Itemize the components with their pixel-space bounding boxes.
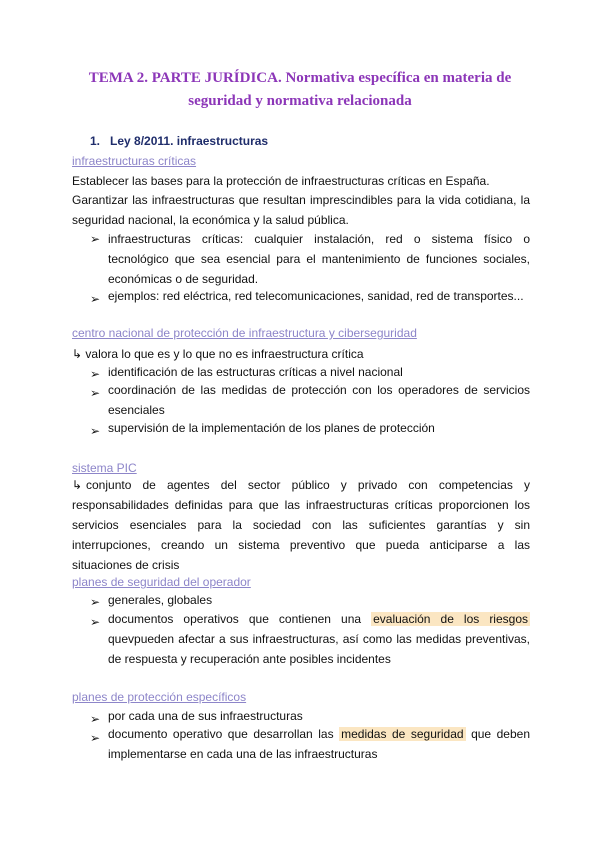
centro-intro: ↳ valora lo que es y lo que no es infraestructura crítica	[72, 347, 364, 361]
section-1-heading	[90, 134, 278, 148]
heading-centro-nacional: centro nacional de protección de infraestructura y ciberseguridad	[72, 326, 417, 340]
heading-sistema-pic: sistema PIC	[72, 461, 137, 475]
bullet-definition: infraestructuras críticas: cualquier instalación, red o sistema físico o tecnológico que sea esencial para el mantenimiento de funciones sociales, económicas o de seguridad.	[108, 232, 530, 286]
heading-planes-proteccion-especificos: planes de protección específicos	[72, 690, 247, 704]
especificos-bullet-por-cada: por cada una de sus infraestructuras	[108, 709, 303, 723]
bullet-arrow-icon: ➢	[90, 367, 101, 381]
bullet-arrow-icon: ➢	[90, 712, 101, 726]
section-label: Ley 8/2011. infraestructuras	[110, 134, 269, 148]
bullet-arrow-icon: ➢	[90, 595, 101, 609]
highlight-evaluacion-riesgos: evaluación de los riesgos	[373, 612, 528, 626]
highlight-medidas-seguridad: medidas de seguridad	[341, 727, 464, 741]
bullet-arrow-icon: ➢	[90, 424, 101, 438]
heading-planes-seguridad-operador: planes de seguridad del operador	[72, 575, 251, 589]
bullet-arrow-icon: ➢	[90, 731, 101, 745]
document-title-line-2: seguridad y normativa relacionada	[188, 93, 412, 109]
document-title-line-1: TEMA 2. PARTE JURÍDICA. Normativa específica en materia de	[88, 70, 512, 86]
centro-bullet-supervision: supervisión de la implementación de los planes de protección	[108, 421, 435, 435]
bullet-arrow-icon: ➢	[90, 292, 101, 306]
bullet-examples: ejemplos: red eléctrica, red telecomunicaciones, sanidad, red de transportes...	[108, 289, 524, 303]
operador-text-post: quevpueden afectar a sus infraestructuras, así como las medidas preventivas, de respuesta y recuperación ante posibles incidentes	[108, 632, 530, 666]
section-number: 1.	[90, 134, 101, 148]
paragraph-objective: Establecer las bases para la protección de infraestructuras críticas en España.	[72, 174, 490, 188]
pic-paragraph: conjunto de agentes del sector público y privado con competencias y responsabilidades definidas para que las infraestructuras críticas proporcionen los servicios esenciales para la sociedad con las suficientes garantías y sin interrupciones, creando un sistema preventivo que pueda anticiparse a las situaciones de crisis	[72, 478, 530, 572]
paragraph-guarantee: Garantizar las infraestructuras que resultan imprescindibles para la vida cotidiana, la seguridad nacional, la económica y la salud pública.	[72, 193, 530, 227]
operador-bullet-generales: generales, globales	[108, 593, 213, 607]
especificos-text-pre: documento operativo que desarrollan las	[108, 727, 340, 741]
operador-text-pre: documentos operativos que contienen una	[108, 612, 372, 626]
centro-bullet-identificacion: identificación de las estructuras críticas a nivel nacional	[108, 365, 403, 379]
heading-infraestructuras-criticas: infraestructuras críticas	[72, 154, 197, 168]
especificos-text-post: que deben implementarse en cada una de las infraestructuras	[108, 727, 531, 761]
bullet-arrow-icon: ➢	[90, 232, 101, 246]
centro-bullet-coordinacion: coordinación de las medidas de protección con los operadores de servicios esenciales	[108, 383, 530, 417]
bullet-arrow-icon: ➢	[90, 615, 101, 629]
return-arrow-icon: ↳	[72, 478, 83, 492]
bullet-arrow-icon: ➢	[90, 386, 101, 400]
operador-bullet-documentos	[108, 609, 530, 669]
especificos-bullet-documento	[108, 724, 530, 764]
